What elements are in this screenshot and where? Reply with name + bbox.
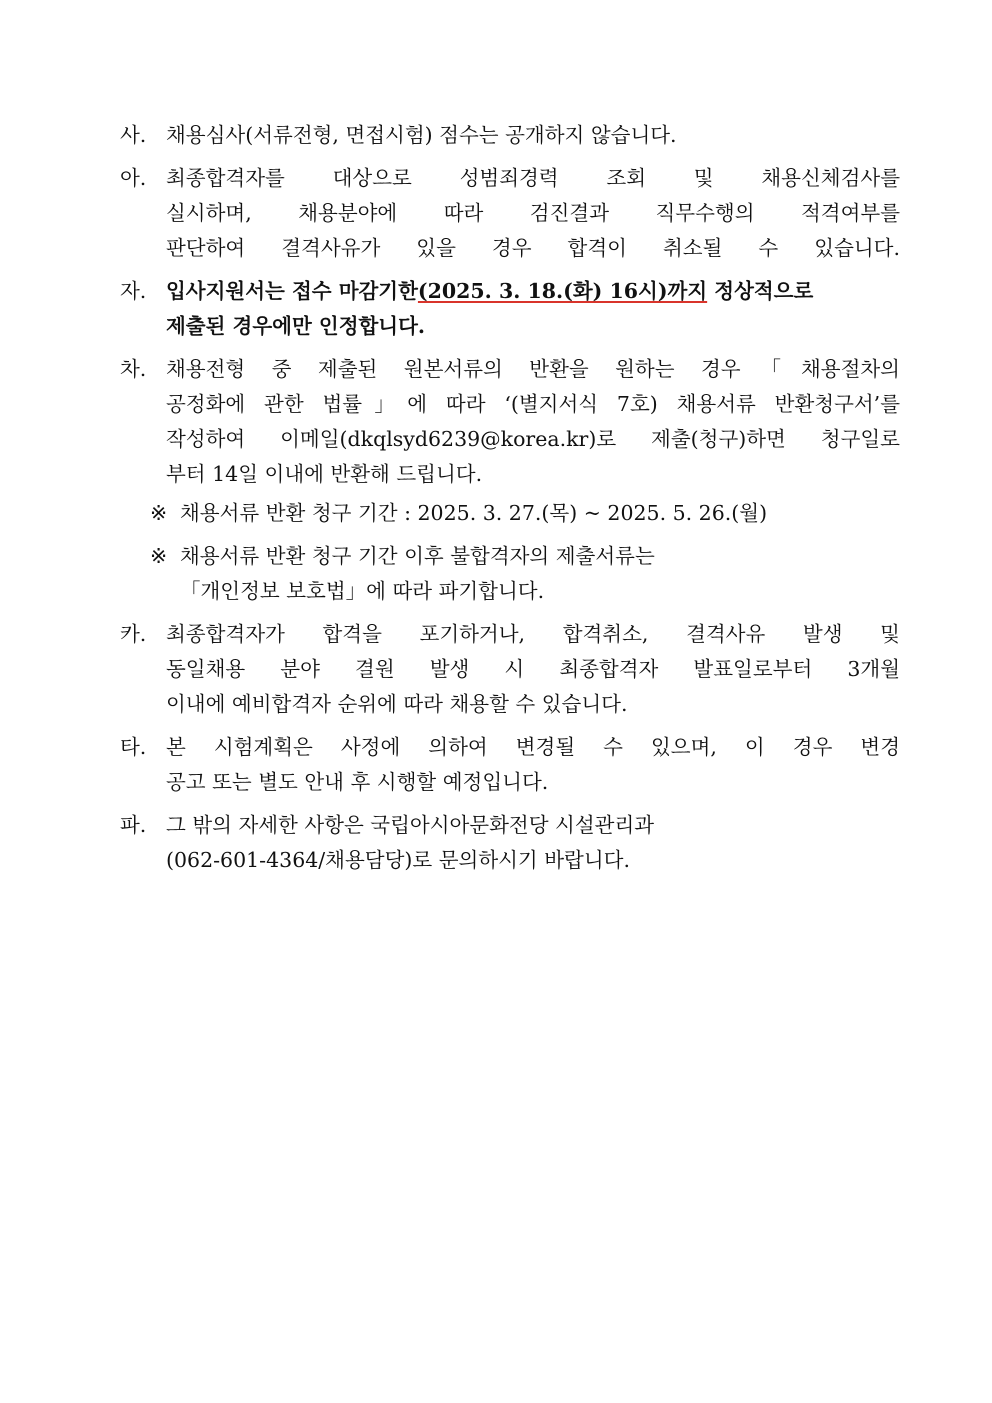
item-line: 그 밖의 자세한 사항은 국립아시아문화전당 시설관리과 <box>166 813 655 837</box>
item-line: 동일채용 분야 결원 발생 시 최종합격자 발표일로부터 3개월 <box>166 657 900 681</box>
item-marker: 파. <box>120 813 147 837</box>
item-line: 판단하여 결격사유가 있을 경우 합격이 취소될 수 있습니다. <box>166 236 900 260</box>
item-marker: 차. <box>120 357 147 381</box>
item-body <box>166 118 900 153</box>
item-line: 실시하며, 채용분야에 따라 검진결과 직무수행의 적격여부를 <box>166 201 900 225</box>
item-line: 제출된 경우에만 인정합니다. <box>166 314 426 338</box>
note-return-period <box>150 496 900 531</box>
notice-item-ja <box>120 274 900 344</box>
item-line: 채용전형 중 제출된 원본서류의 반환을 원하는 경우「채용절차의 <box>166 357 900 381</box>
notice-item-sa <box>120 118 900 153</box>
item-body <box>166 352 900 492</box>
item-line: 본 시험계획은 사정에 의하여 변경될 수 있으며, 이 경우 변경 <box>166 735 900 759</box>
notice-item-cha <box>120 352 900 492</box>
item-marker: 아. <box>120 166 147 190</box>
deadline-text-end: 정상적으로 <box>707 279 814 303</box>
item-line: 부터 14일 이내에 반환해 드립니다. <box>166 462 483 486</box>
note-body <box>180 539 900 609</box>
notice-item-ta <box>120 730 900 800</box>
note-marker: ※ <box>150 544 168 568</box>
notice-item-pa <box>120 808 900 878</box>
item-line: 최종합격자가 합격을 포기하거나, 합격취소, 결격사유 발생 및 <box>166 622 900 646</box>
item-marker: 카. <box>120 622 147 646</box>
deadline-date: (2025. 3. 18.(화) 16시)까지 <box>417 279 708 303</box>
note-disposal <box>150 539 900 609</box>
item-line: 최종합격자를 대상으로 성범죄경력 조회 및 채용신체검사를 <box>166 166 900 190</box>
item-line: 공정화에 관한 법률」에 따라 ‘(별지서식 7호) 채용서류 반환청구서’를 <box>166 392 900 416</box>
item-line: 채용심사(서류전형, 면접시험) 점수는 공개하지 않습니다. <box>166 123 677 147</box>
item-line: (062-601-4364/채용담당)로 문의하시기 바랍니다. <box>166 848 630 872</box>
item-body <box>166 730 900 800</box>
item-line: 공고 또는 별도 안내 후 시행할 예정입니다. <box>166 770 549 794</box>
item-body <box>166 161 900 266</box>
note-line: 「개인정보 보호법」에 따라 파기합니다. <box>180 579 545 603</box>
deadline-line <box>166 274 900 309</box>
notice-item-ka <box>120 617 900 722</box>
item-body <box>166 274 900 344</box>
item-line: 작성하여 이메일(dkqlsyd6239@korea.kr)로 제출(청구)하면 청구일로 <box>166 427 900 451</box>
notice-list <box>120 118 900 886</box>
item-marker: 타. <box>120 735 147 759</box>
note-line: 채용서류 반환 청구 기간 이후 불합격자의 제출서류는 <box>180 544 655 568</box>
item-marker: 자. <box>120 279 147 303</box>
item-marker: 사. <box>120 123 147 147</box>
note-body <box>180 496 900 531</box>
item-line: 이내에 예비합격자 순위에 따라 채용할 수 있습니다. <box>166 692 628 716</box>
deadline-text-start: 입사지원서는 접수 마감기한 <box>166 279 418 303</box>
item-body <box>166 617 900 722</box>
item-body <box>166 808 900 878</box>
note-marker: ※ <box>150 501 168 525</box>
notice-item-a <box>120 161 900 266</box>
note-line: 채용서류 반환 청구 기간 : 2025. 3. 27.(목) ~ 2025. 5. 26.(월) <box>180 501 768 525</box>
